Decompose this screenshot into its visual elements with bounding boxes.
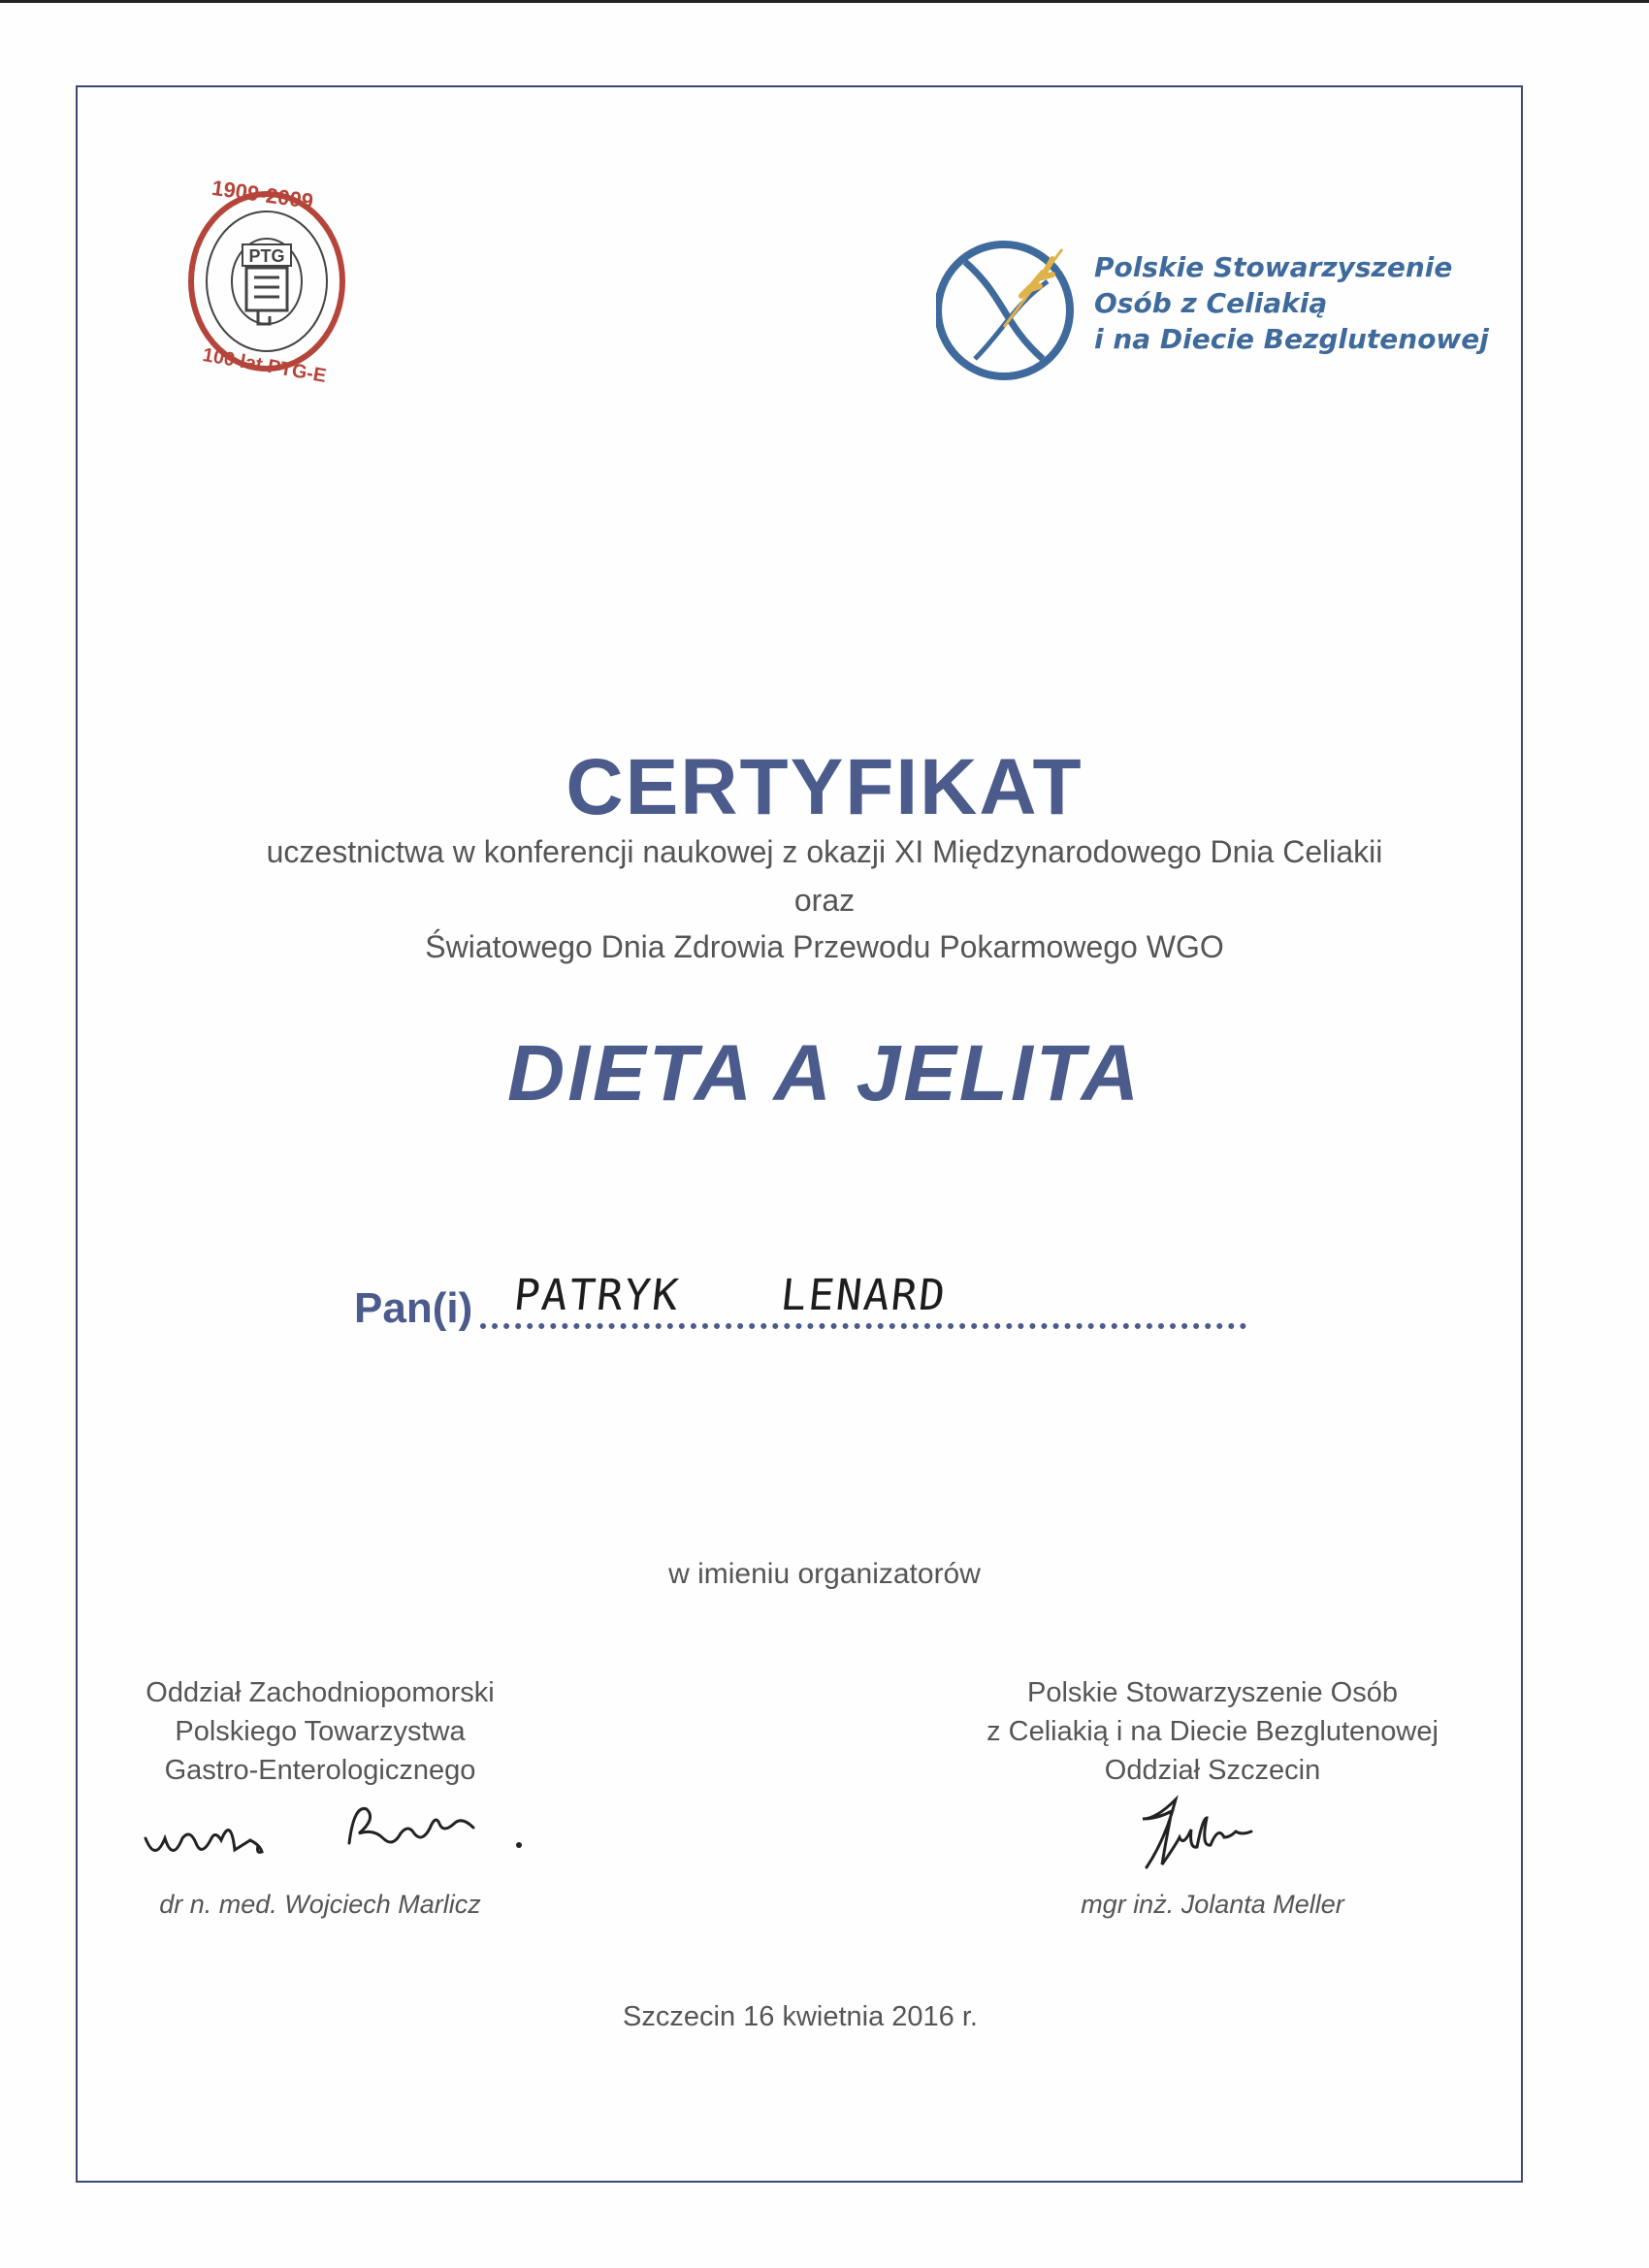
signature-right xyxy=(1135,1790,1290,1877)
organizer-left-line3: Gastro-Enterologicznego xyxy=(164,1755,476,1786)
pscd-name-line1: Polskie Stowarzyszenie xyxy=(1094,251,1453,283)
recipient-last-name: LENARD xyxy=(778,1271,950,1320)
ptg-anniversary: 100 lat PTG-E xyxy=(201,343,328,388)
organizer-right xyxy=(941,1673,1484,1790)
organizer-left-line2: Polskiego Towarzystwa xyxy=(175,1716,466,1747)
organizer-right-line3: Oddział Szczecin xyxy=(1104,1755,1321,1786)
organizer-left xyxy=(97,1673,543,1790)
subtitle-line3: Światowego Dnia Zdrowia Przewodu Pokarmowego WGO xyxy=(425,929,1224,964)
recipient-prefix: Pan(i) xyxy=(354,1284,473,1332)
on-behalf-text: w imieniu organizatorów xyxy=(668,1558,981,1590)
scan-top-edge xyxy=(0,0,1649,3)
ptg-years: 1909-2009 xyxy=(210,175,315,214)
celiac-association-name xyxy=(1094,249,1521,357)
ptg-logo xyxy=(175,175,359,388)
recipient-first-name: PATRYK xyxy=(511,1271,683,1320)
organizer-right-line2: z Celiakią i na Diecie Bezglutenowej xyxy=(986,1716,1439,1747)
pscd-name-line3: i na Diecie Bezglutenowej xyxy=(1094,323,1489,355)
subtitle-line1: uczestnictwa w konferencji naukowej z okazji XI Międzynarodowego Dnia Celiakii xyxy=(266,834,1383,869)
event-name: DIETA A JELITA xyxy=(507,1029,1142,1118)
organizer-left-line1: Oddział Zachodniopomorski xyxy=(146,1677,495,1708)
place-date: Szczecin 16 kwietnia 2016 r. xyxy=(623,2001,978,2032)
pscd-name-line2: Osób z Celiakią xyxy=(1094,287,1328,319)
celiac-association-logo xyxy=(936,238,1082,383)
signer-left: dr n. med. Wojciech Marlicz xyxy=(159,1890,481,1919)
signer-right: mgr inż. Jolanta Meller xyxy=(1081,1890,1344,1919)
organizer-right-line1: Polskie Stowarzyszenie Osób xyxy=(1027,1677,1398,1708)
ptg-monogram: PTG xyxy=(248,246,285,266)
subtitle-line2: oraz xyxy=(793,883,856,918)
certificate-title: CERTYFIKAT xyxy=(566,743,1083,831)
recipient-row xyxy=(354,1271,1246,1339)
signature-left xyxy=(141,1785,548,1882)
